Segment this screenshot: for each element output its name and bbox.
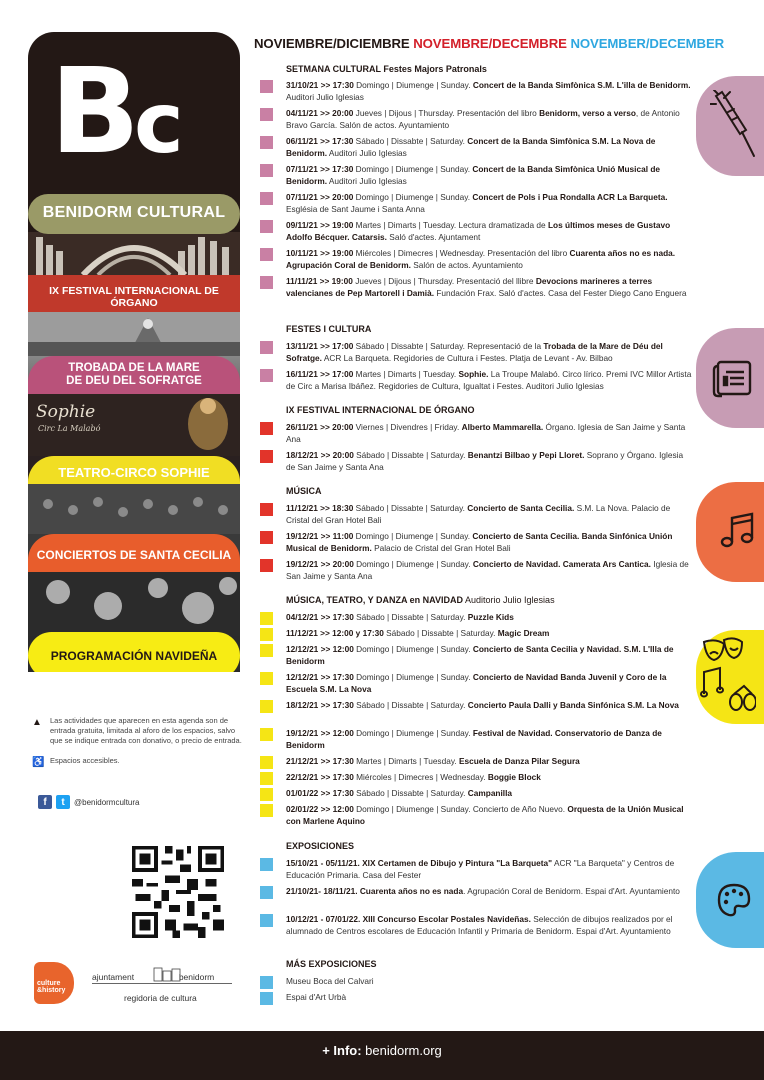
event-date: 19/12/21 >> 20:00 (286, 559, 354, 569)
event-text (286, 368, 692, 392)
event-text (286, 975, 692, 987)
tab-teatro[interactable] (696, 630, 764, 724)
event-title: Benidorm, verso a verso (539, 108, 636, 118)
event-detail: Domingo | Diumenge | Sunday. (353, 531, 473, 541)
info-url-link[interactable]: benidorm.org (361, 1043, 442, 1058)
event-detail: Selección de dibujos realizados por el alumnado de Centros escolares de Educación Infantil y Primaria de Benidorm. Espai d'Art. Ayuntamiento (286, 914, 673, 936)
event-title: Magic Dream (497, 628, 550, 638)
event-text (286, 611, 692, 623)
qr-code (132, 846, 224, 938)
event-detail: Miércoles | Dimecres | Wednesday. Presentación del libro (353, 248, 570, 258)
event-detail: La Troupe Malabó. Circo lírico. Premi IVC Millor Artista de Circ a Marisa Ibáñez. Regidories de Cultura, Igualtat i Festes. Auditori Julio Iglesias (286, 369, 692, 391)
logo-letter-b: B (50, 42, 134, 180)
event-detail: ACR La Barqueta. Regidories de Cultura i Festes. Platja de Levant - Av. Bilbao (321, 353, 613, 363)
event-detail: Auditori Julio Iglesias (327, 148, 407, 158)
event-title: Concierto Paula Dalli y Banda Sinfónica S.M. La Nova (467, 700, 679, 710)
event-text (286, 991, 692, 1003)
event-date: 19/12/21 >> 11:00 (286, 531, 354, 541)
rocket-firework-icon (710, 90, 758, 162)
sofrage-line-2: DE DEU DEL SOFRATGE (66, 375, 202, 388)
orchestra-image (28, 484, 240, 534)
event-date: 22/12/21 >> 17:30 (286, 772, 354, 782)
event-date: 07/11/21 >> 17:30 (286, 164, 354, 174)
event-bullet (260, 788, 273, 801)
sophie-script-title: Sophie (36, 402, 96, 422)
event-text (286, 191, 692, 215)
logo-letter-c: c (133, 74, 178, 172)
event-text (286, 627, 692, 639)
event-detail: Sábado | Dissabte | Saturday. (383, 628, 498, 638)
event-title: Boggie Block (487, 772, 541, 782)
event-title: Concierto de Santa Cecilia. (467, 503, 575, 513)
event-text (286, 699, 692, 711)
event-detail: Museu Boca del Calvari (286, 976, 374, 986)
event-bullet (260, 248, 273, 261)
event-detail: Domingo | Diumenge | Sunday. Concierto de Año Nuevo. (353, 804, 568, 814)
event-text (286, 803, 692, 827)
event-text (286, 107, 692, 131)
event-detail: Iglesia de San Jaime y Santa Ana (286, 559, 689, 581)
event-bullet (260, 728, 273, 741)
event-text (286, 558, 692, 582)
event-date: 06/11/21 >> 17:30 (286, 136, 354, 146)
music-note-icon (718, 512, 758, 552)
event-detail: Domingo | Diumenge | Sunday. (353, 728, 473, 738)
access-text: Espacios accesibles. (50, 756, 120, 766)
event-title: Concert de la Banda Simfònica S.M. La Nova de Benidorm. (286, 136, 656, 158)
warning-note (32, 716, 242, 746)
event-text (286, 530, 692, 554)
event-bullet (260, 164, 273, 177)
event-date: 31/10/21 >> 17:30 (286, 80, 354, 90)
section-title (286, 841, 354, 851)
section-title-text: IX FESTIVAL INTERNACIONAL DE ÓRGANO (286, 405, 475, 415)
event-date: 18/12/21 >> 17:30 (286, 700, 354, 710)
event-bullet (260, 531, 273, 544)
section-title (286, 595, 555, 605)
band-navidad-label: PROGRAMACIÓN NAVIDEÑA (50, 649, 218, 663)
event-bullet (260, 136, 273, 149)
event-bullet (260, 369, 273, 382)
event-text (286, 771, 692, 783)
event-detail: Sábado | Dissabte | Saturday. (353, 136, 468, 146)
band-sophie-label: TEATRO-CIRCO SOPHIE (58, 465, 210, 480)
event-title: Concert de la Banda Simfònica S.M. L'illa de Benidorm. (472, 80, 691, 90)
event-detail: Sábado | Dissabte | Saturday. (353, 503, 468, 513)
event-text (286, 913, 692, 937)
event-text (286, 219, 692, 243)
event-bullet (260, 644, 273, 657)
event-title: Puzzle Kids (467, 612, 514, 622)
event-bullet (260, 503, 273, 516)
band-navidad[interactable] (28, 572, 240, 672)
event-detail: Soprano y Órgano. Iglesia de San Jaime y Santa Ana (286, 450, 684, 472)
event-text (286, 135, 692, 159)
sophie-script-subtitle: Circ La Malabó (38, 424, 101, 433)
warning-icon: ▲ (32, 717, 42, 728)
event-detail: Domingo | Diumenge | Sunday. (353, 559, 473, 569)
event-detail: Sábado | Dissabte | Saturday. (353, 700, 468, 710)
section-title-text: MÚSICA (286, 486, 322, 496)
event-bullet (260, 108, 273, 121)
event-date: 12/12/21 >> 12:00 (286, 644, 354, 654)
facebook-icon[interactable]: f (38, 795, 52, 809)
event-detail: Espai d'Art Urbà (286, 992, 347, 1002)
tab-scroll[interactable] (696, 328, 764, 428)
event-date: 15/10/21 - 05/11/21. XIX Certamen de Dibujo y Pintura "La Barqueta" (286, 858, 553, 868)
title-es: NOVIEMBRE/DICIEMBRE (254, 36, 410, 51)
section-title-text: EXPOSICIONES (286, 841, 355, 851)
event-text (286, 79, 692, 103)
event-bullet (260, 220, 273, 233)
event-text (286, 885, 692, 897)
event-title: Alberto Mammarella. (461, 422, 544, 432)
event-bullet (260, 886, 273, 899)
event-detail: Domingo | Diumenge | Sunday. (353, 164, 473, 174)
section-title (286, 486, 322, 496)
event-text (286, 671, 692, 695)
info-notes (32, 716, 242, 780)
event-detail: Fundación Frax. Saló d'actes. Casa del Fester Diego Cano Enguera (434, 288, 687, 298)
event-text (286, 727, 692, 751)
event-text (286, 340, 692, 364)
event-title: Concierto de Navidad. Camerata Ars Cantica. (472, 559, 651, 569)
event-bullet (260, 628, 273, 641)
section-title-venue: Auditorio Julio Iglesias (463, 595, 555, 605)
event-date: 16/11/21 >> 17:00 (286, 369, 354, 379)
event-date: 07/11/21 >> 20:00 (286, 192, 354, 202)
bokeh-image (28, 572, 240, 636)
tab-fiestas[interactable] (696, 76, 764, 176)
event-date: 11/12/21 >> 12:00 y 17:30 (286, 628, 384, 638)
event-detail: Sábado | Dissabte | Saturday. (353, 450, 468, 460)
event-date: 09/11/21 >> 19:00 (286, 220, 354, 230)
event-title: Orquesta de la Unión Musical con Marlene Aquino (286, 804, 684, 826)
bc-logo-text (50, 42, 178, 180)
event-title: Concert de Pols i Pua Rondalla ACR La Barqueta. (472, 192, 668, 202)
event-date: 11/12/21 >> 18:30 (286, 503, 354, 513)
event-bullet (260, 858, 273, 871)
event-detail: . Agrupación Coral de Benidorm. Espai d'Art. Ayuntamiento (463, 886, 680, 896)
event-title: Los últimos meses de Gustavo Adolfo Bécquer. Catarsis. (286, 220, 671, 242)
procession-image (28, 312, 240, 356)
band-sofrage[interactable] (28, 312, 240, 404)
section-title (286, 324, 371, 334)
band-organo-label: IX FESTIVAL INTERNACIONAL DE ÓRGANO (49, 285, 219, 310)
event-text (286, 247, 692, 271)
event-text (286, 755, 692, 767)
event-detail: Domingo | Diumenge | Sunday. (353, 192, 473, 202)
event-text (286, 787, 692, 799)
page-title (254, 36, 724, 51)
theatre-masks-icon (700, 636, 756, 716)
warning-text: Las actividades que aparecen en esta agenda son de entrada gratuita, limitada al aforo de los espacios, salvo que se indique entrada con donativo, o precio de entrada. (50, 716, 242, 746)
building-icon (152, 966, 182, 982)
event-title: Concierto de Santa Cecilia. Banda Sinfónica Unión Musical de Benidorm. (286, 531, 673, 553)
benidorm-text: benidorm (178, 972, 215, 982)
event-detail: Domingo | Diumenge | Sunday. (353, 644, 473, 654)
event-date: 26/11/21 >> 20:00 (286, 422, 354, 432)
event-detail: Domingo | Diumenge | Sunday. (353, 80, 473, 90)
section-title (286, 959, 377, 969)
event-detail: S.M. La Nova. Palacio de Cristal del Gran Hotel Bali (286, 503, 671, 525)
event-detail: ACR "La Barqueta" y Centros de Educación Primaria. Casa del Fester (286, 858, 675, 880)
event-bullet (260, 772, 273, 785)
event-detail: Viernes | Divendres | Friday. (353, 422, 462, 432)
section-title-text: FESTES I CULTURA (286, 324, 372, 334)
event-bullet (260, 612, 273, 625)
event-detail: Salón de actos. Ayuntamiento (410, 260, 523, 270)
event-detail: Martes | Dimarts | Tuesday. Lectura dramatizada de (353, 220, 548, 230)
access-note (32, 756, 242, 770)
event-title: Concierto de Santa Cecilia y Navidad. S.M. L'Illa de Benidorm (286, 644, 674, 666)
event-text (286, 163, 692, 187)
event-detail: Martes | Dimarts | Tuesday. (353, 756, 459, 766)
event-date: 11/11/21 >> 19:00 (286, 276, 353, 286)
section-title-text: SETMANA CULTURAL Festes Majors Patronals (286, 64, 487, 74)
info-prefix: + Info: (322, 1043, 362, 1058)
event-bullet (260, 559, 273, 572)
event-bullet (260, 992, 273, 1005)
event-detail: Órgano. Iglesia de San Jaime y Santa Ana (286, 422, 686, 444)
event-detail: Auditori Julio Iglesias (327, 176, 407, 186)
social-handle[interactable]: @benidormcultura (74, 797, 140, 807)
ajuntament-text: ajuntament (92, 972, 135, 982)
band-cecilia[interactable] (28, 484, 240, 584)
event-text (286, 449, 692, 473)
event-detail: Jueves | Dijous | Thursday. Presentación del libro (353, 108, 540, 118)
wheelchair-icon: ♿ (32, 757, 45, 769)
event-text (286, 502, 692, 526)
band-organo[interactable] (28, 227, 240, 315)
logo-divider (92, 983, 232, 984)
band-sophie[interactable] (28, 394, 240, 494)
event-bullet (260, 804, 273, 817)
event-detail: Palacio de Cristal del Gran Hotel Bali (371, 543, 511, 553)
event-title: Concierto de Navidad Banda Juvenil y Coro de la Escuela S.M. La Nova (286, 672, 667, 694)
title-va: NOVEMBRE/DECEMBRE (413, 36, 567, 51)
event-title: Trobada de la Mare de Déu del Sofratge. (286, 341, 663, 363)
event-date: 13/11/21 >> 17:00 (286, 341, 354, 351)
event-date: 21/10/21- 18/11/21. Cuarenta años no es nada (286, 886, 464, 896)
event-date: 04/12/21 >> 17:30 (286, 612, 354, 622)
title-en: NOVEMBER/DECEMBER (570, 36, 725, 51)
regidoria-text: regidoria de cultura (124, 993, 197, 1003)
event-title: Benantzi Bilbao y Pepi Lloret. (467, 450, 585, 460)
event-date: 18/12/21 >> 20:00 (286, 450, 354, 460)
event-title: Concert de la Banda Simfònica Unió Musical de Benidorm. (286, 164, 660, 186)
band-sofrage-label (28, 362, 240, 388)
event-date: 04/11/21 >> 20:00 (286, 108, 354, 118)
social-links[interactable] (38, 795, 139, 809)
event-bullet (260, 976, 273, 989)
event-date: 19/12/21 >> 12:00 (286, 728, 354, 738)
event-date: 01/01/22 >> 17:30 (286, 788, 354, 798)
bc-logo (28, 32, 240, 204)
event-bullet (260, 80, 273, 93)
event-detail: Sábado | Dissabte | Saturday. (353, 788, 468, 798)
event-detail: Auditori Julio Iglesias (286, 92, 364, 102)
event-detail: Sábado | Dissabte | Saturday. (353, 612, 468, 622)
event-text (286, 643, 692, 667)
event-detail: Domingo | Diumenge | Sunday. (353, 672, 473, 682)
event-date: 21/12/21 >> 17:30 (286, 756, 354, 766)
tab-exposiciones[interactable] (696, 852, 764, 948)
culture-history-logo: culture &history (34, 962, 74, 1004)
band-benidorm-cultural[interactable] (28, 194, 240, 234)
event-date: 10/11/21 >> 19:00 (286, 248, 354, 258)
scroll-document-icon (712, 356, 756, 400)
event-text (286, 857, 692, 881)
event-detail: , de Antonio Bravo García. Salón de actos. Ayuntamiento (286, 108, 680, 130)
section-title (286, 405, 475, 415)
event-title: Campanilla (467, 788, 513, 798)
event-title: Escuela de Danza Pilar Segura (458, 756, 580, 766)
event-detail: Església de Sant Jaume i Santa Anna (286, 204, 425, 214)
palette-icon (716, 882, 752, 918)
info-bar (0, 1031, 764, 1080)
event-detail: Saló d'actes. Ajuntament (386, 232, 481, 242)
event-title: Cuarenta años no es nada. Agrupación Coral de Benidorm. (286, 248, 676, 270)
event-text (286, 421, 692, 445)
event-bullet (260, 700, 273, 713)
event-bullet (260, 450, 273, 463)
event-title: Sophie. (458, 369, 489, 379)
section-title-text: MÁS EXPOSICIONES (286, 959, 377, 969)
event-date: 12/12/21 >> 17:30 (286, 672, 354, 682)
event-bullet (260, 341, 273, 354)
event-date: 02/01/22 >> 12:00 (286, 804, 354, 814)
band-cecilia-label: CONCIERTOS DE SANTA CECILIA (36, 548, 232, 562)
event-bullet (260, 422, 273, 435)
event-detail: Martes | Dimarts | Tuesday. (353, 369, 459, 379)
event-text (286, 275, 692, 299)
sofrage-line-1: TROBADA DE LA MARE (68, 362, 200, 374)
event-bullet (260, 672, 273, 685)
event-detail: Sábado | Dissabte | Saturday. Representació de la (353, 341, 544, 351)
event-title: Festival de Navidad. Conservatorio de Danza de Benidorm (286, 728, 662, 750)
event-detail: Jueves | Dijous | Thursday. Presentació del llibre (352, 276, 536, 286)
section-title (286, 64, 487, 74)
band-cultural-label: BENIDORM CULTURAL (42, 204, 226, 221)
event-detail: Miércoles | Dimecres | Wednesday. (353, 772, 488, 782)
event-bullet (260, 914, 273, 927)
twitter-icon[interactable]: t (56, 795, 70, 809)
section-title-text: MÚSICA, TEATRO, Y DANZA en NAVIDAD (286, 595, 464, 605)
event-bullet (260, 276, 273, 289)
tab-musica[interactable] (696, 482, 764, 582)
event-bullet (260, 192, 273, 205)
event-date: 10/12/21 - 07/01/22. XIII Concurso Escolar Postales Navideñas. (286, 914, 531, 924)
footer-logos (34, 962, 244, 1010)
event-bullet (260, 756, 273, 769)
event-title: Devocions marineres a terres valencianes de Pep Martorell i Damià. (286, 276, 653, 298)
